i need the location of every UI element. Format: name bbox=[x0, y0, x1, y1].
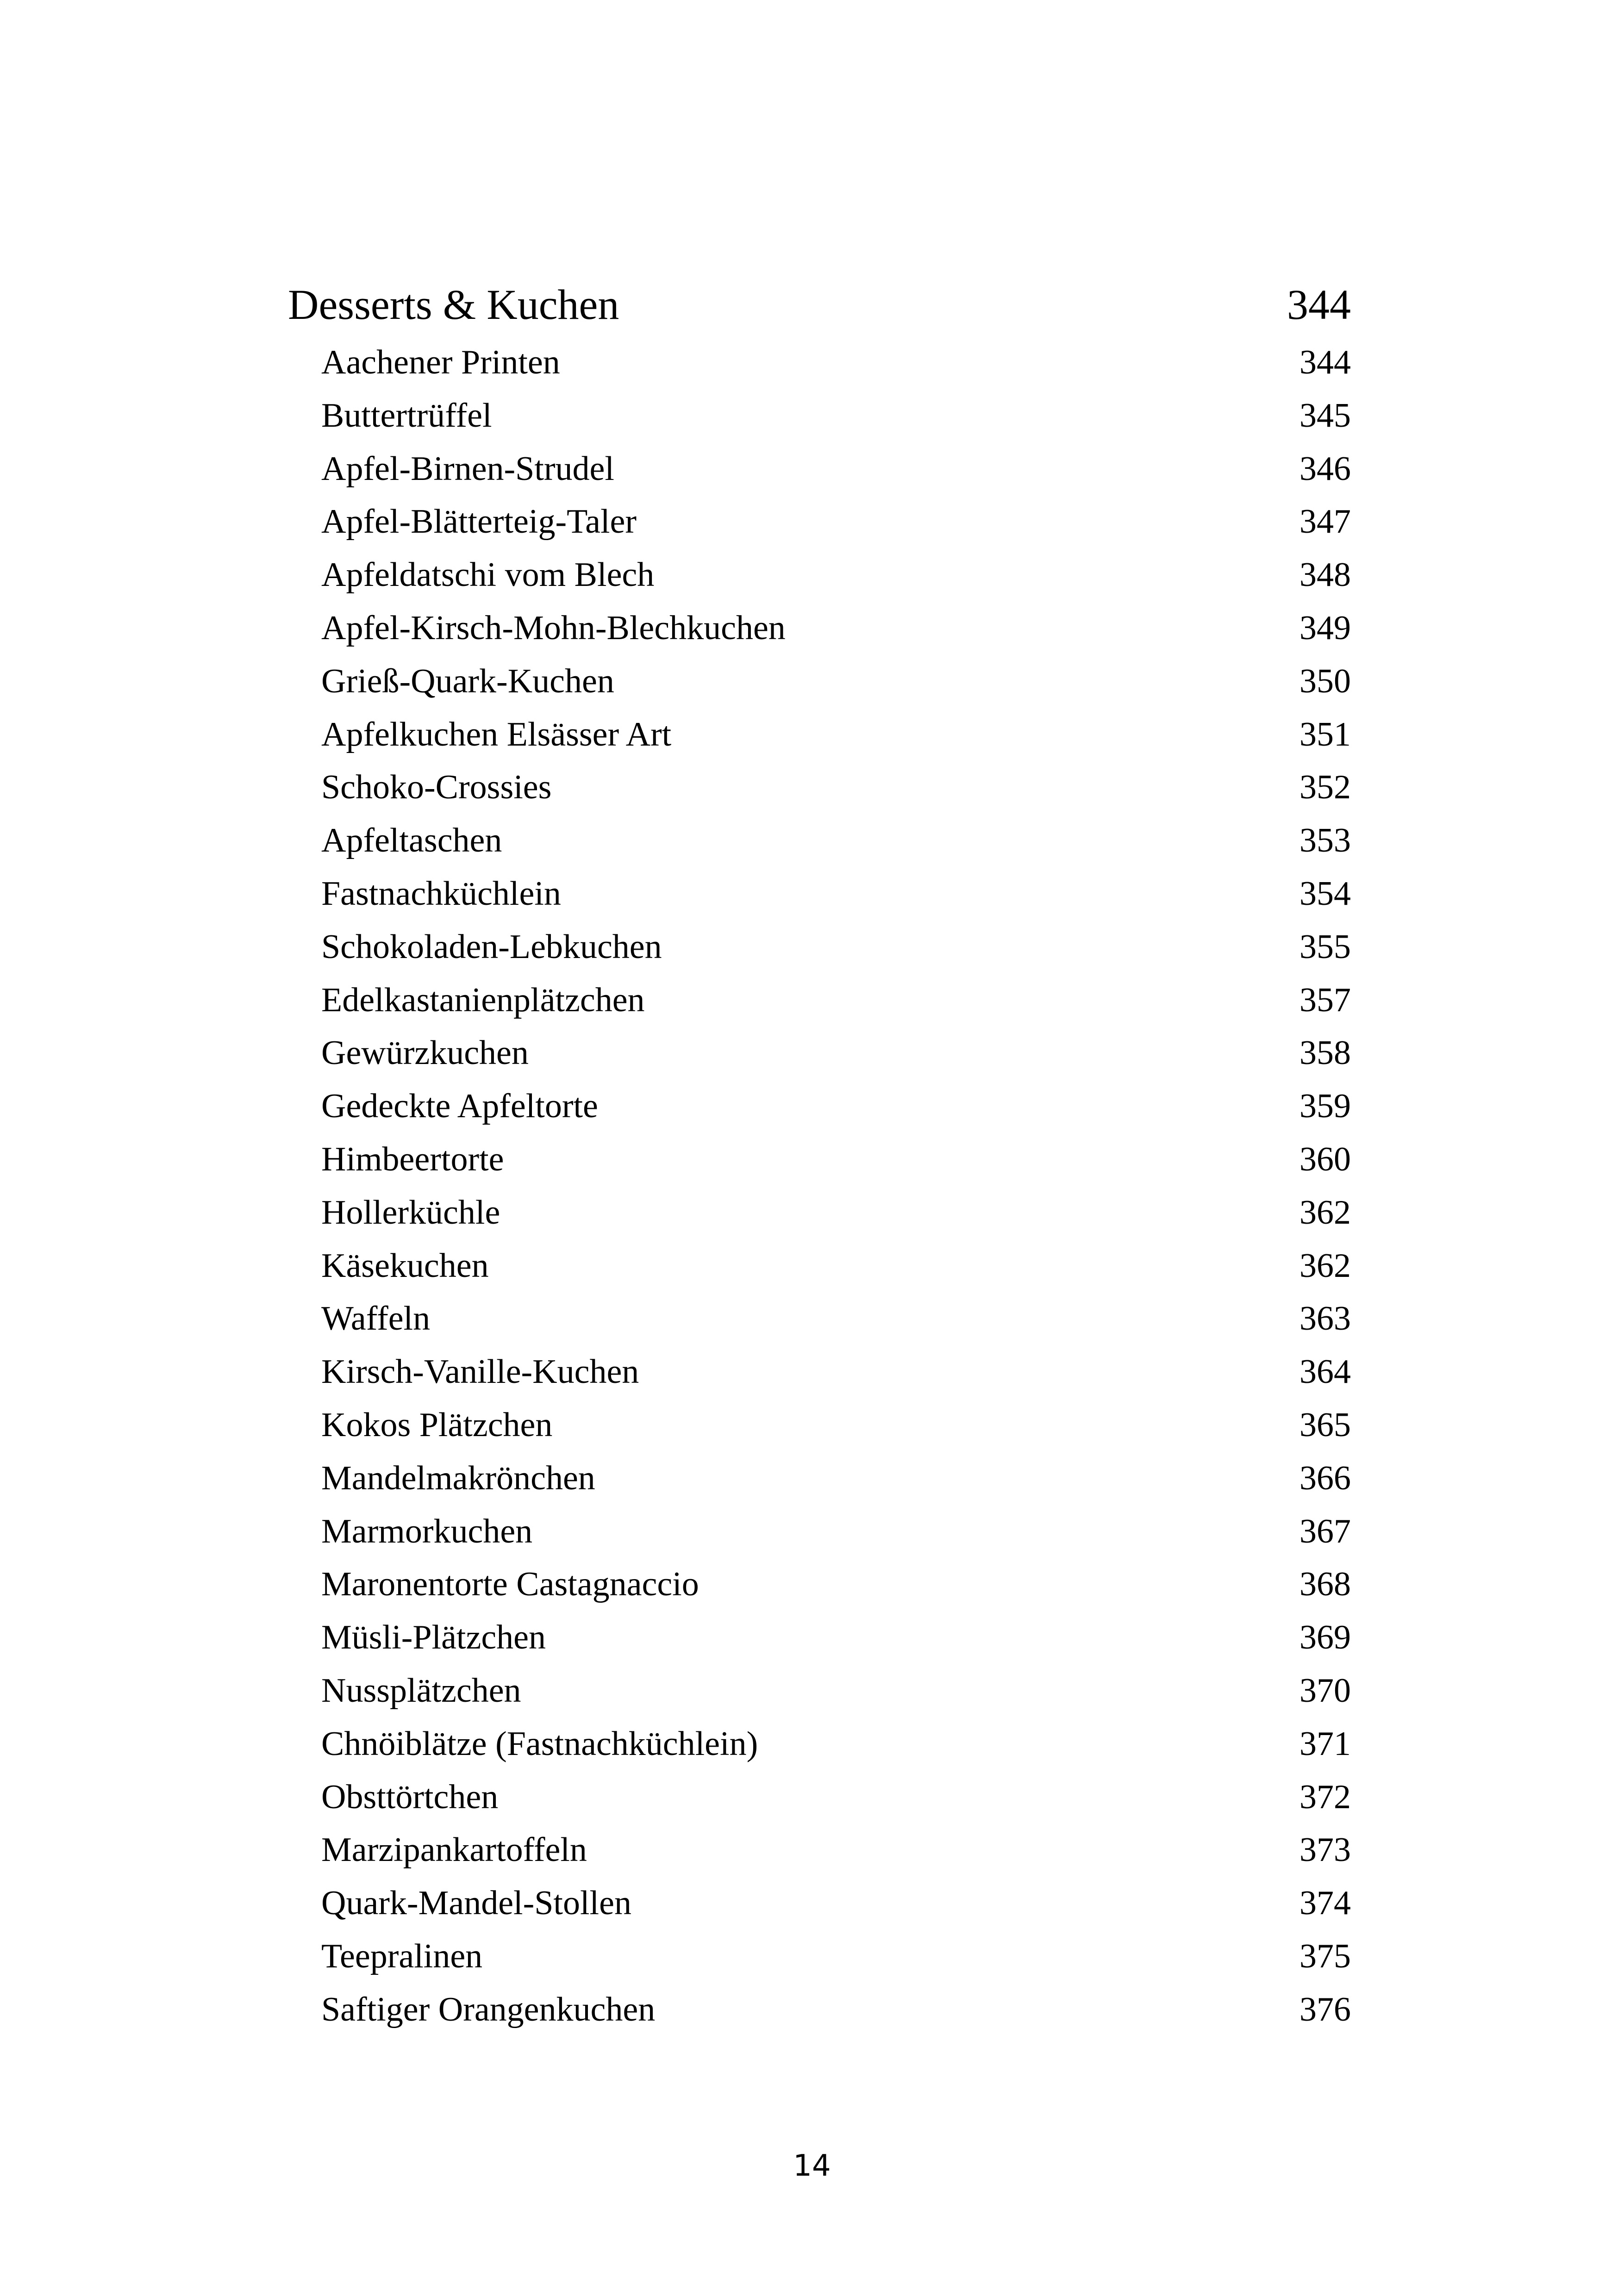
entry-title: Apfel-Birnen-Strudel bbox=[321, 449, 614, 488]
entry-page: 364 bbox=[1299, 1353, 1351, 1391]
entry-title: Obsttörtchen bbox=[321, 1778, 499, 1816]
entry-list bbox=[288, 336, 1351, 2036]
toc-entry bbox=[288, 1930, 1351, 1983]
section-title: Desserts & Kuchen bbox=[288, 281, 619, 328]
toc-entry bbox=[288, 1133, 1351, 1186]
toc-entry bbox=[288, 1345, 1351, 1399]
entry-title: Käsekuchen bbox=[321, 1246, 489, 1285]
toc-entry bbox=[288, 1771, 1351, 1824]
toc-entry bbox=[288, 1452, 1351, 1505]
toc-entry bbox=[288, 921, 1351, 974]
entry-page: 350 bbox=[1299, 662, 1351, 700]
entry-page: 368 bbox=[1299, 1565, 1351, 1604]
toc-entry bbox=[288, 1877, 1351, 1930]
toc-entry bbox=[288, 1027, 1351, 1080]
entry-title: Edelkastanienplätzchen bbox=[321, 981, 645, 1019]
entry-title: Apfeldatschi vom Blech bbox=[321, 556, 655, 594]
entry-page: 373 bbox=[1299, 1831, 1351, 1869]
entry-title: Schoko-Crossies bbox=[321, 768, 552, 807]
entry-page: 365 bbox=[1299, 1406, 1351, 1444]
entry-page: 347 bbox=[1299, 503, 1351, 541]
entry-title: Marmorkuchen bbox=[321, 1512, 533, 1550]
entry-page: 363 bbox=[1299, 1300, 1351, 1338]
entry-title: Quark-Mandel-Stollen bbox=[321, 1884, 631, 1923]
entry-page: 355 bbox=[1299, 927, 1351, 966]
toc-entry bbox=[288, 974, 1351, 1027]
toc-entry bbox=[288, 1080, 1351, 1133]
entry-title: Gewürzkuchen bbox=[321, 1034, 529, 1072]
entry-title: Apfelkuchen Elsässer Art bbox=[321, 715, 672, 753]
entry-page: 374 bbox=[1299, 1884, 1351, 1923]
toc-entry bbox=[288, 867, 1351, 921]
toc-entry bbox=[288, 389, 1351, 442]
entry-page: 358 bbox=[1299, 1034, 1351, 1072]
toc-entry bbox=[288, 1983, 1351, 2036]
entry-title: Apfeltaschen bbox=[321, 821, 502, 860]
entry-page: 370 bbox=[1299, 1671, 1351, 1710]
toc-entry bbox=[288, 1186, 1351, 1239]
entry-title: Kokos Plätzchen bbox=[321, 1406, 553, 1444]
section-page: 344 bbox=[1287, 281, 1351, 328]
entry-title: Saftiger Orangenkuchen bbox=[321, 1990, 656, 2028]
toc-entry bbox=[288, 442, 1351, 496]
entry-page: 362 bbox=[1299, 1246, 1351, 1285]
toc-entry bbox=[288, 1664, 1351, 1717]
entry-page: 353 bbox=[1299, 821, 1351, 860]
toc-entry bbox=[288, 814, 1351, 867]
entry-title: Buttertrüffel bbox=[321, 396, 492, 435]
entry-page: 366 bbox=[1299, 1459, 1351, 1497]
entry-title: Waffeln bbox=[321, 1300, 431, 1338]
toc-entry bbox=[288, 336, 1351, 389]
entry-page: 349 bbox=[1299, 609, 1351, 647]
entry-title: Nussplätzchen bbox=[321, 1671, 521, 1710]
entry-title: Müsli-Plätzchen bbox=[321, 1618, 546, 1657]
entry-title: Teepralinen bbox=[321, 1937, 483, 1975]
toc-entry bbox=[288, 1292, 1351, 1345]
toc-entry bbox=[288, 1823, 1351, 1877]
toc-entry bbox=[288, 1399, 1351, 1452]
entry-page: 360 bbox=[1299, 1140, 1351, 1178]
entry-page: 369 bbox=[1299, 1618, 1351, 1657]
toc-entry bbox=[288, 548, 1351, 602]
entry-title: Gedeckte Apfeltorte bbox=[321, 1087, 598, 1126]
entry-title: Aachener Printen bbox=[321, 343, 560, 381]
page-number: 14 bbox=[793, 2149, 831, 2183]
entry-page: 352 bbox=[1299, 768, 1351, 807]
entry-page: 372 bbox=[1299, 1778, 1351, 1816]
section-heading bbox=[288, 273, 1351, 336]
entry-page: 362 bbox=[1299, 1193, 1351, 1232]
entry-title: Mandelmakrönchen bbox=[321, 1459, 595, 1497]
entry-page: 354 bbox=[1299, 874, 1351, 913]
toc-entry bbox=[288, 1558, 1351, 1611]
entry-page: 371 bbox=[1299, 1724, 1351, 1763]
toc-entry bbox=[288, 708, 1351, 761]
entry-title: Apfel-Blätterteig-Taler bbox=[321, 503, 637, 541]
entry-page: 346 bbox=[1299, 449, 1351, 488]
entry-page: 375 bbox=[1299, 1937, 1351, 1975]
entry-title: Himbeertorte bbox=[321, 1140, 504, 1178]
entry-title: Marzipankartoffeln bbox=[321, 1831, 587, 1869]
toc-entry bbox=[288, 1505, 1351, 1558]
entry-page: 367 bbox=[1299, 1512, 1351, 1550]
toc-entry bbox=[288, 495, 1351, 548]
toc-entry bbox=[288, 1717, 1351, 1771]
entry-title: Chnöiblätze (Fastnachküchlein) bbox=[321, 1724, 758, 1763]
entry-title: Kirsch-Vanille-Kuchen bbox=[321, 1353, 639, 1391]
entry-title: Grieß-Quark-Kuchen bbox=[321, 662, 614, 700]
entry-title: Hollerküchle bbox=[321, 1193, 500, 1232]
toc-entry bbox=[288, 761, 1351, 814]
toc-entry bbox=[288, 655, 1351, 708]
entry-page: 345 bbox=[1299, 396, 1351, 435]
entry-page: 359 bbox=[1299, 1087, 1351, 1126]
entry-page: 344 bbox=[1299, 343, 1351, 381]
entry-title: Apfel-Kirsch-Mohn-Blechkuchen bbox=[321, 609, 786, 647]
toc-entry bbox=[288, 1611, 1351, 1664]
toc-entry bbox=[288, 602, 1351, 655]
entry-title: Maronentorte Castagnaccio bbox=[321, 1565, 699, 1604]
entry-title: Fastnachküchlein bbox=[321, 874, 561, 913]
entry-page: 348 bbox=[1299, 556, 1351, 594]
table-of-contents bbox=[288, 273, 1351, 2036]
entry-page: 357 bbox=[1299, 981, 1351, 1019]
entry-title: Schokoladen-Lebkuchen bbox=[321, 927, 662, 966]
entry-page: 376 bbox=[1299, 1990, 1351, 2028]
toc-entry bbox=[288, 1239, 1351, 1293]
entry-page: 351 bbox=[1299, 715, 1351, 753]
